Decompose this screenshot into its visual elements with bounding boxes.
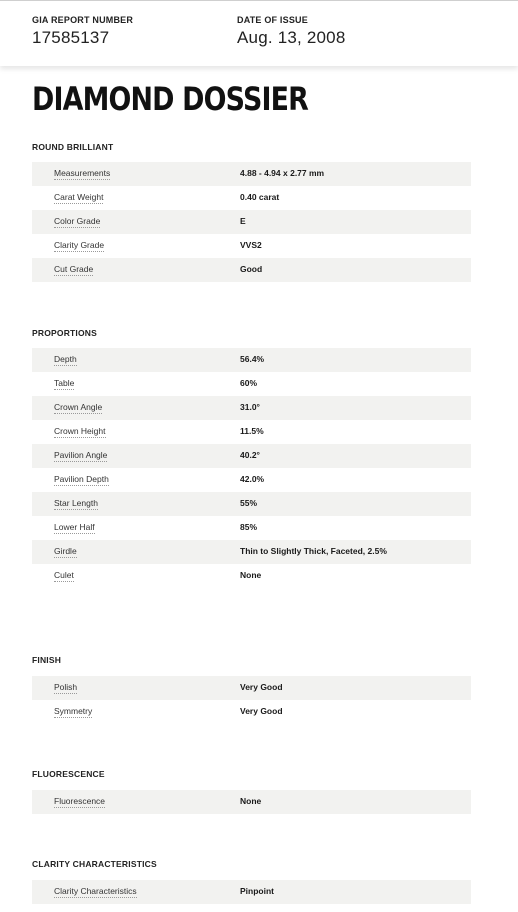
row-label[interactable]: Clarity Grade — [54, 240, 105, 250]
table-row — [32, 234, 471, 258]
row-value: Good — [240, 264, 263, 274]
row-value: 60% — [240, 378, 258, 388]
date-of-issue-value: Aug. 13, 2008 — [237, 28, 346, 47]
row-value: 85% — [240, 522, 258, 532]
page-title: DIAMOND DOSSIER — [32, 80, 309, 118]
table-row — [32, 210, 471, 234]
row-label[interactable]: Depth — [54, 354, 77, 364]
row-label[interactable]: Cut Grade — [54, 264, 94, 274]
table-row — [32, 372, 471, 396]
row-label[interactable]: Clarity Characteristics — [54, 886, 137, 896]
table-row — [32, 258, 471, 282]
table-row — [32, 468, 471, 492]
table-row — [32, 790, 471, 814]
section-title-proportions: PROPORTIONS — [32, 328, 98, 338]
table-row — [32, 492, 471, 516]
row-label[interactable]: Star Length — [54, 498, 98, 508]
table-row — [32, 516, 471, 540]
row-value: None — [240, 570, 262, 580]
table-row — [32, 880, 471, 904]
report-header — [0, 0, 518, 66]
row-label[interactable]: Carat Weight — [54, 192, 104, 202]
row-value: Pinpoint — [240, 886, 274, 896]
table-row — [32, 186, 471, 210]
date-of-issue-block — [237, 15, 345, 48]
fluorescence-table — [32, 790, 471, 814]
row-label[interactable]: Table — [54, 378, 75, 388]
row-label[interactable]: Lower Half — [54, 522, 95, 532]
section-title-fluorescence: FLUORESCENCE — [32, 769, 105, 779]
row-label[interactable]: Color Grade — [54, 216, 101, 226]
table-row — [32, 162, 471, 186]
row-label[interactable]: Pavilion Angle — [54, 450, 108, 460]
row-value: 42.0% — [240, 474, 265, 484]
row-value: 55% — [240, 498, 258, 508]
row-label[interactable]: Girdle — [54, 546, 77, 556]
row-label[interactable]: Polish — [54, 682, 78, 692]
table-row — [32, 444, 471, 468]
table-row — [32, 396, 471, 420]
row-label[interactable]: Fluorescence — [54, 796, 106, 806]
round-brilliant-table — [32, 162, 471, 282]
row-value: 0.40 carat — [240, 192, 280, 202]
table-row — [32, 564, 471, 588]
row-label[interactable]: Symmetry — [54, 706, 93, 716]
section-title-clarity-characteristics: CLARITY CHARACTERISTICS — [32, 859, 157, 869]
section-title-round-brilliant: ROUND BRILLIANT — [32, 142, 114, 152]
row-value: VVS2 — [240, 240, 262, 250]
table-row — [32, 540, 471, 564]
row-value: 4.88 - 4.94 x 2.77 mm — [240, 168, 325, 178]
date-of-issue-label: DATE OF ISSUE — [237, 15, 308, 25]
table-row — [32, 348, 471, 372]
section-title-finish: FINISH — [32, 655, 62, 665]
report-number-block — [32, 15, 133, 48]
row-value: 31.0° — [240, 402, 260, 412]
row-value: Thin to Slightly Thick, Faceted, 2.5% — [240, 546, 387, 556]
row-value: 11.5% — [240, 426, 264, 436]
row-label[interactable]: Crown Height — [54, 426, 106, 436]
finish-table — [32, 676, 471, 724]
row-value: E — [240, 216, 246, 226]
report-number-label: GIA REPORT NUMBER — [32, 15, 134, 25]
proportions-table — [32, 348, 471, 588]
report-number-value: 17585137 — [32, 28, 110, 47]
row-value: Very Good — [240, 706, 283, 716]
table-row — [32, 676, 471, 700]
clarity-characteristics-table — [32, 880, 471, 904]
row-value: 40.2° — [240, 450, 260, 460]
row-label[interactable]: Pavilion Depth — [54, 474, 109, 484]
row-value: None — [240, 796, 262, 806]
row-value: Very Good — [240, 682, 283, 692]
row-label[interactable]: Measurements — [54, 168, 111, 178]
table-row — [32, 420, 471, 444]
table-row — [32, 700, 471, 724]
row-label[interactable]: Culet — [54, 570, 74, 580]
row-value: 56.4% — [240, 354, 265, 364]
row-label[interactable]: Crown Angle — [54, 402, 103, 412]
